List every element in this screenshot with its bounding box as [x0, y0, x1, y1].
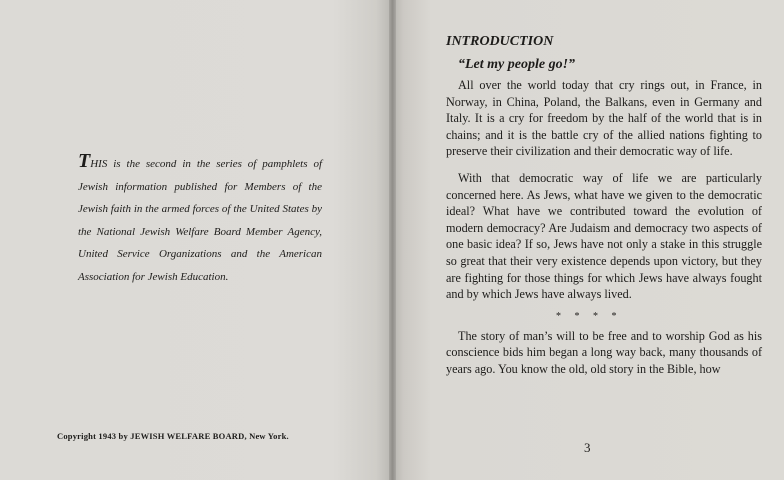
section-subheading: “Let my people go!” [458, 57, 576, 72]
copyright-notice: Copyright 1943 by JEWISH WELFARE BOARD, New York. [57, 431, 289, 441]
introduction-column [446, 33, 762, 378]
paragraph-1: All over the world today that cry rings out, in France, in Norway, in China, Poland, the Balkans, even in Germany and Italy. It is a cry for freedom by the half of the world that is in chains; and it is the battle cry of the allied nations fighting to preserve their civilization and their democratic way of life. [446, 78, 762, 159]
paragraph-2: With that democratic way of life we are particularly concerned here. As Jews, what have we given to the democratic ideal? What have we contributed toward the evolution of modern democracy? Are Judaism and democracy two aspects of one basic idea? If so, Jews have not only a stake in this struggle so great that their very existence depends upon victory, but they are fighting for those things for which Jews have always fought and by which Jews have always lived. [446, 170, 762, 302]
paragraph-3: The story of man’s will to be free and to worship God as his conscience bids him began a long way back, many thousands of years ago. You know the old, old story in the Bible, how [446, 328, 762, 376]
book-gutter [389, 0, 396, 480]
dedication-text [78, 150, 322, 288]
section-heading: INTRODUCTION [446, 34, 554, 49]
dedication-initial: T [78, 150, 91, 172]
section-separator: * * * * [556, 310, 618, 322]
page-number: 3 [584, 440, 591, 455]
dedication-body: HIS is the second in the series of pamphlets of Jewish information published for Members of the Jewish faith in the armed forces of the United States by the National Jewish Welfare Board Member Agency, United Service Organizations and the American Association for Jewish Education. [78, 158, 322, 283]
